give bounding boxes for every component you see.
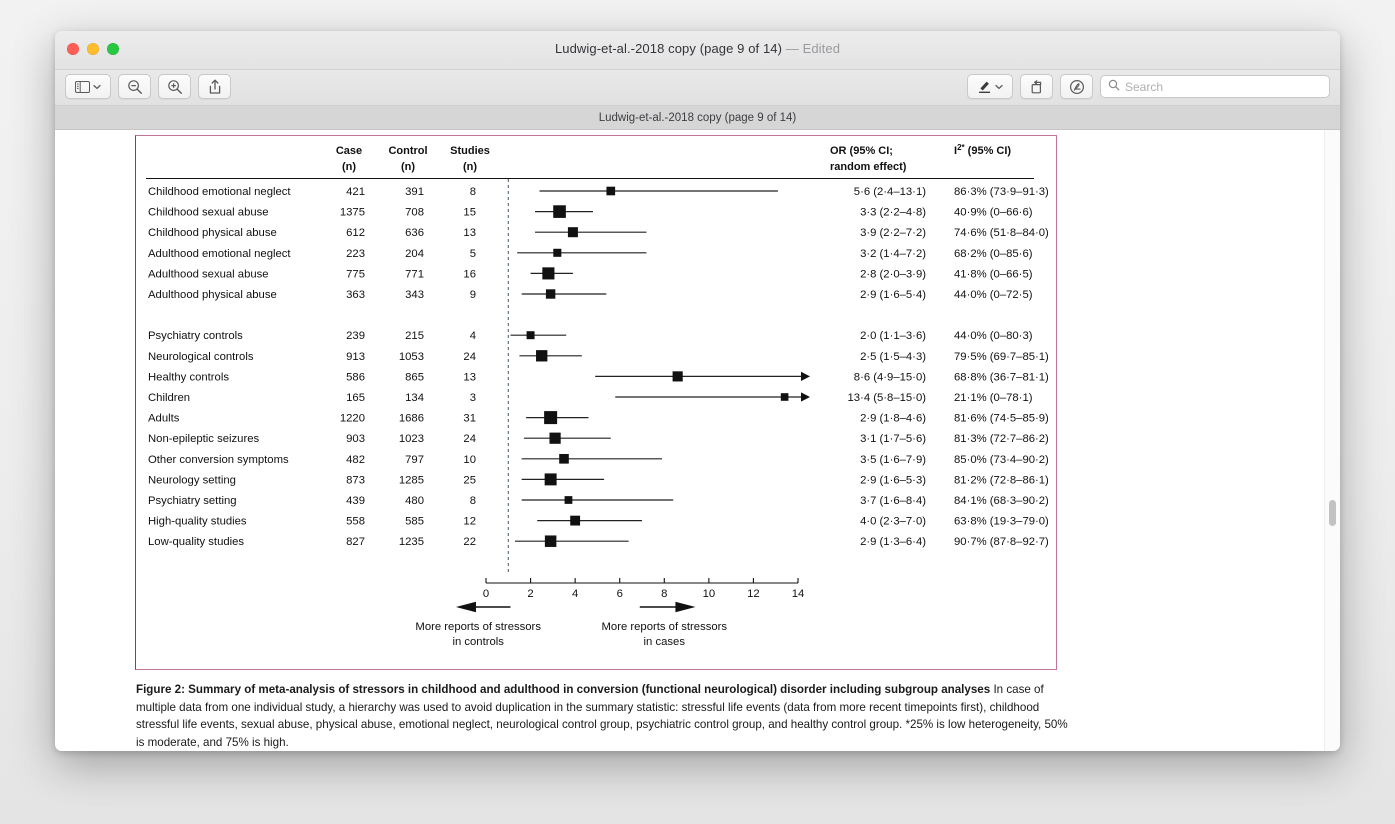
sidebar-toggle-button[interactable] (65, 74, 111, 99)
row-studies: 9 (469, 289, 476, 301)
effect-marker (542, 267, 554, 279)
row-or-value: 2·9 (1·6–5·3) (860, 474, 926, 487)
row-studies: 3 (469, 392, 476, 404)
row-label: Adulthood sexual abuse (148, 268, 269, 281)
row-or-value: 3·3 (2·2–4·8) (860, 206, 926, 219)
right-axis-label-line2: in cases (643, 636, 686, 648)
title-bar (55, 31, 1340, 70)
column-header-or: OR (95% CI; (830, 145, 893, 157)
row-studies: 8 (469, 186, 476, 198)
row-studies: 24 (463, 350, 476, 363)
column-header-sub: (n) (400, 161, 416, 173)
column-header-sub: (n) (462, 161, 478, 173)
row-control: 585 (405, 515, 424, 528)
left-axis-label-line1: More reports of stressors (415, 621, 541, 633)
effect-marker (553, 249, 561, 257)
preview-window (55, 31, 1340, 751)
effect-marker (553, 205, 566, 218)
row-or-value: 13·4 (5·8–15·0) (847, 392, 926, 404)
toolbar-right-group (967, 74, 1330, 99)
row-i2-value: 86·3% (73·9–91·3) (954, 186, 1049, 198)
row-control: 215 (405, 330, 424, 343)
row-i2-value: 44·0% (0–80·3) (954, 330, 1033, 343)
caption-body: In case of multiple data from one individual study, a hierarchy was used to avoid duplication in the summary statistic: stressful life events (data from more recent timepoints first), childhood stressful life events, sexual abuse, physical abuse, emotional neglect, neurological control group, psychiatric control group, and healthy control group. *25% is low heterogeneity, 50% is moderate, and 75% is high. (136, 683, 1068, 749)
row-or-value: 2·8 (2·0–3·9) (860, 268, 926, 281)
row-control: 391 (405, 186, 424, 198)
sidebar-icon (75, 81, 90, 93)
page-indicator-bar (55, 106, 1340, 130)
row-control: 480 (405, 495, 424, 507)
row-label: Psychiatry setting (148, 495, 237, 507)
row-case: 421 (346, 186, 365, 198)
row-case: 482 (346, 453, 365, 466)
effect-marker (673, 371, 683, 381)
page-indicator-text: Ludwig-et-al.-2018 copy (page 9 of 14) (598, 111, 797, 124)
row-case: 439 (346, 495, 365, 507)
x-axis-tick-label: 2 (527, 588, 534, 600)
effect-marker (570, 516, 580, 526)
ci-arrow-icon (801, 372, 810, 381)
document-area[interactable] (55, 130, 1340, 751)
row-label: Childhood sexual abuse (148, 206, 269, 219)
row-i2-value: 44·0% (0–72·5) (954, 289, 1033, 301)
row-studies: 10 (463, 453, 476, 466)
row-case: 775 (346, 268, 365, 281)
row-or-value: 2·9 (1·8–4·6) (860, 412, 926, 425)
x-axis-tick-label: 12 (747, 588, 760, 600)
row-studies: 31 (463, 412, 476, 425)
vertical-scrollbar[interactable] (1324, 130, 1340, 751)
effect-marker (545, 473, 557, 485)
search-placeholder: Search (1125, 79, 1164, 94)
effect-marker (545, 535, 557, 547)
row-studies: 24 (463, 433, 476, 446)
rotate-icon (1029, 79, 1045, 95)
row-label: High-quality studies (148, 515, 247, 528)
effect-marker (549, 433, 560, 444)
row-studies: 15 (463, 206, 476, 219)
row-label: Psychiatry controls (148, 330, 243, 343)
row-case: 873 (346, 474, 365, 487)
row-i2-value: 81·3% (72·7–86·2) (954, 433, 1049, 446)
row-control: 1023 (398, 433, 424, 446)
column-header-i2: $I^{2*}$ (95% CI) (954, 143, 1012, 157)
effect-marker (536, 350, 547, 361)
zoom-out-icon (127, 79, 143, 95)
row-label: Adulthood physical abuse (148, 289, 277, 301)
row-i2-value: 68·2% (0–85·6) (954, 247, 1033, 260)
ci-arrow-icon (801, 392, 810, 401)
markup-button[interactable] (967, 74, 1013, 99)
row-or-value: 3·1 (1·7–5·6) (860, 433, 926, 446)
forest-plot-svg (136, 136, 1056, 669)
row-label: Neurological controls (148, 350, 254, 363)
row-or-value: 5·6 (2·4–13·1) (853, 186, 926, 198)
rotate-button[interactable] (1020, 74, 1053, 99)
row-or-value: 3·9 (2·2–7·2) (860, 227, 926, 240)
row-case: 827 (346, 536, 365, 549)
row-label: Non-epileptic seizures (148, 433, 260, 446)
zoom-in-button[interactable] (158, 74, 191, 99)
row-i2-value: 41·8% (0–66·5) (954, 268, 1033, 281)
column-header: Case (335, 145, 363, 157)
row-i2-value: 85·0% (73·4–90·2) (954, 453, 1049, 466)
right-arrow-head-icon (675, 602, 695, 612)
row-case: 903 (346, 433, 365, 446)
effect-marker (546, 289, 555, 298)
row-label: Childhood physical abuse (148, 227, 277, 240)
row-studies: 16 (463, 268, 476, 281)
row-case: 913 (346, 350, 365, 363)
row-or-value: 3·7 (1·6–8·4) (860, 495, 926, 507)
row-control: 1053 (398, 350, 424, 363)
x-axis-tick-label: 10 (702, 588, 716, 600)
row-control: 343 (405, 289, 424, 301)
row-case: 223 (346, 247, 365, 260)
x-axis-tick-label: 6 (616, 588, 623, 600)
row-or-value: 2·0 (1·1–3·6) (860, 330, 926, 343)
row-control: 134 (405, 392, 424, 404)
row-label: Low-quality studies (148, 536, 245, 549)
row-studies: 13 (463, 371, 476, 384)
row-i2-value: 90·7% (87·8–92·7) (954, 536, 1049, 549)
zoom-in-icon (167, 79, 183, 95)
pdf-page (55, 130, 1309, 751)
row-control: 1235 (398, 536, 424, 549)
row-studies: 4 (469, 330, 476, 343)
row-case: 165 (346, 392, 365, 404)
column-header-or-sub: random effect) (830, 161, 907, 173)
row-label: Healthy controls (148, 371, 229, 384)
left-axis-label-line2: in controls (452, 636, 504, 648)
x-axis-tick-label: 14 (791, 588, 805, 600)
effect-marker (559, 454, 569, 464)
search-icon (1108, 78, 1120, 96)
row-control: 865 (405, 371, 424, 384)
forest-plot-figure (136, 136, 1056, 669)
row-i2-value: 81·6% (74·5–85·9) (954, 412, 1049, 425)
row-i2-value: 21·1% (0–78·1) (954, 392, 1033, 404)
row-case: 558 (346, 515, 365, 528)
x-axis-tick-label: 4 (571, 588, 579, 600)
figure-caption (136, 681, 1071, 751)
column-header: Control (388, 145, 428, 157)
column-header: Studies (450, 145, 490, 157)
row-studies: 5 (469, 247, 476, 260)
row-or-value: 8·6 (4·9–15·0) (853, 371, 926, 384)
effect-marker (606, 187, 615, 196)
signature-icon (1069, 79, 1085, 95)
row-control: 1686 (398, 412, 424, 425)
row-i2-value: 81·2% (72·8–86·1) (954, 474, 1049, 487)
row-label: Childhood emotional neglect (148, 186, 291, 198)
row-i2-value: 40·9% (0–66·6) (954, 206, 1033, 219)
row-or-value: 2·5 (1·5–4·3) (860, 350, 926, 363)
row-label: Adults (148, 412, 180, 425)
row-case: 612 (346, 227, 365, 240)
share-icon (208, 79, 222, 95)
row-control: 771 (405, 268, 424, 281)
row-studies: 13 (463, 227, 476, 240)
row-i2-value: 63·8% (19·3–79·0) (954, 515, 1049, 528)
annotate-button[interactable] (1060, 74, 1093, 99)
row-control: 204 (405, 247, 424, 260)
row-i2-value: 79·5% (69·7–85·1) (954, 350, 1049, 363)
edited-indicator: — Edited (785, 41, 841, 56)
row-studies: 8 (469, 495, 476, 507)
effect-marker (781, 393, 789, 401)
row-control: 636 (405, 227, 424, 240)
toolbar (55, 70, 1340, 106)
window-title (55, 41, 1340, 56)
row-case: 1220 (339, 412, 365, 425)
window-title-text: Ludwig-et-al.-2018 copy (page 9 of 14) (554, 41, 783, 56)
row-or-value: 2·9 (1·6–5·4) (860, 289, 926, 301)
toolbar-left-group (65, 74, 231, 99)
share-button[interactable] (198, 74, 231, 99)
left-arrow-head-icon (456, 602, 476, 612)
row-case: 363 (346, 289, 365, 301)
row-label: Other conversion symptoms (148, 453, 289, 466)
row-control: 797 (405, 453, 424, 466)
row-case: 239 (346, 330, 365, 343)
row-control: 1285 (398, 474, 424, 487)
chevron-down-icon (995, 84, 1003, 90)
search-input[interactable] (1100, 75, 1330, 98)
row-case: 586 (346, 371, 365, 384)
column-header-sub: (n) (341, 161, 357, 173)
row-label: Children (148, 392, 191, 404)
effect-marker (565, 496, 573, 504)
x-axis-tick-label: 8 (661, 588, 668, 600)
row-i2-value: 68·8% (36·7–81·1) (954, 371, 1049, 384)
row-i2-value: 84·1% (68·3–90·2) (954, 495, 1049, 507)
row-i2-value: 74·6% (51·8–84·0) (954, 227, 1049, 240)
row-or-value: 3·2 (1·4–7·2) (860, 247, 926, 260)
effect-marker (544, 411, 557, 424)
zoom-out-button[interactable] (118, 74, 151, 99)
right-axis-label-line1: More reports of stressors (601, 621, 728, 633)
effect-marker (527, 331, 535, 339)
row-case: 1375 (339, 206, 365, 219)
row-control: 708 (405, 206, 424, 219)
chevron-down-icon (93, 84, 101, 90)
row-label: Adulthood emotional neglect (148, 247, 291, 260)
scrollbar-thumb[interactable] (1329, 500, 1336, 526)
effect-marker (568, 227, 578, 237)
row-studies: 12 (463, 515, 476, 528)
row-or-value: 4·0 (2·3–7·0) (860, 515, 926, 528)
row-or-value: 2·9 (1·3–6·4) (860, 536, 926, 549)
pen-icon (977, 79, 992, 94)
row-studies: 22 (463, 536, 476, 549)
row-label: Neurology setting (148, 474, 236, 487)
row-studies: 25 (463, 474, 476, 487)
row-or-value: 3·5 (1·6–7·9) (860, 453, 926, 466)
caption-title: Figure 2: Summary of meta-analysis of stressors in childhood and adulthood in conversion (functional neurological) disorder including subgroup analyses (136, 683, 991, 696)
x-axis-tick-label: 0 (482, 588, 490, 600)
